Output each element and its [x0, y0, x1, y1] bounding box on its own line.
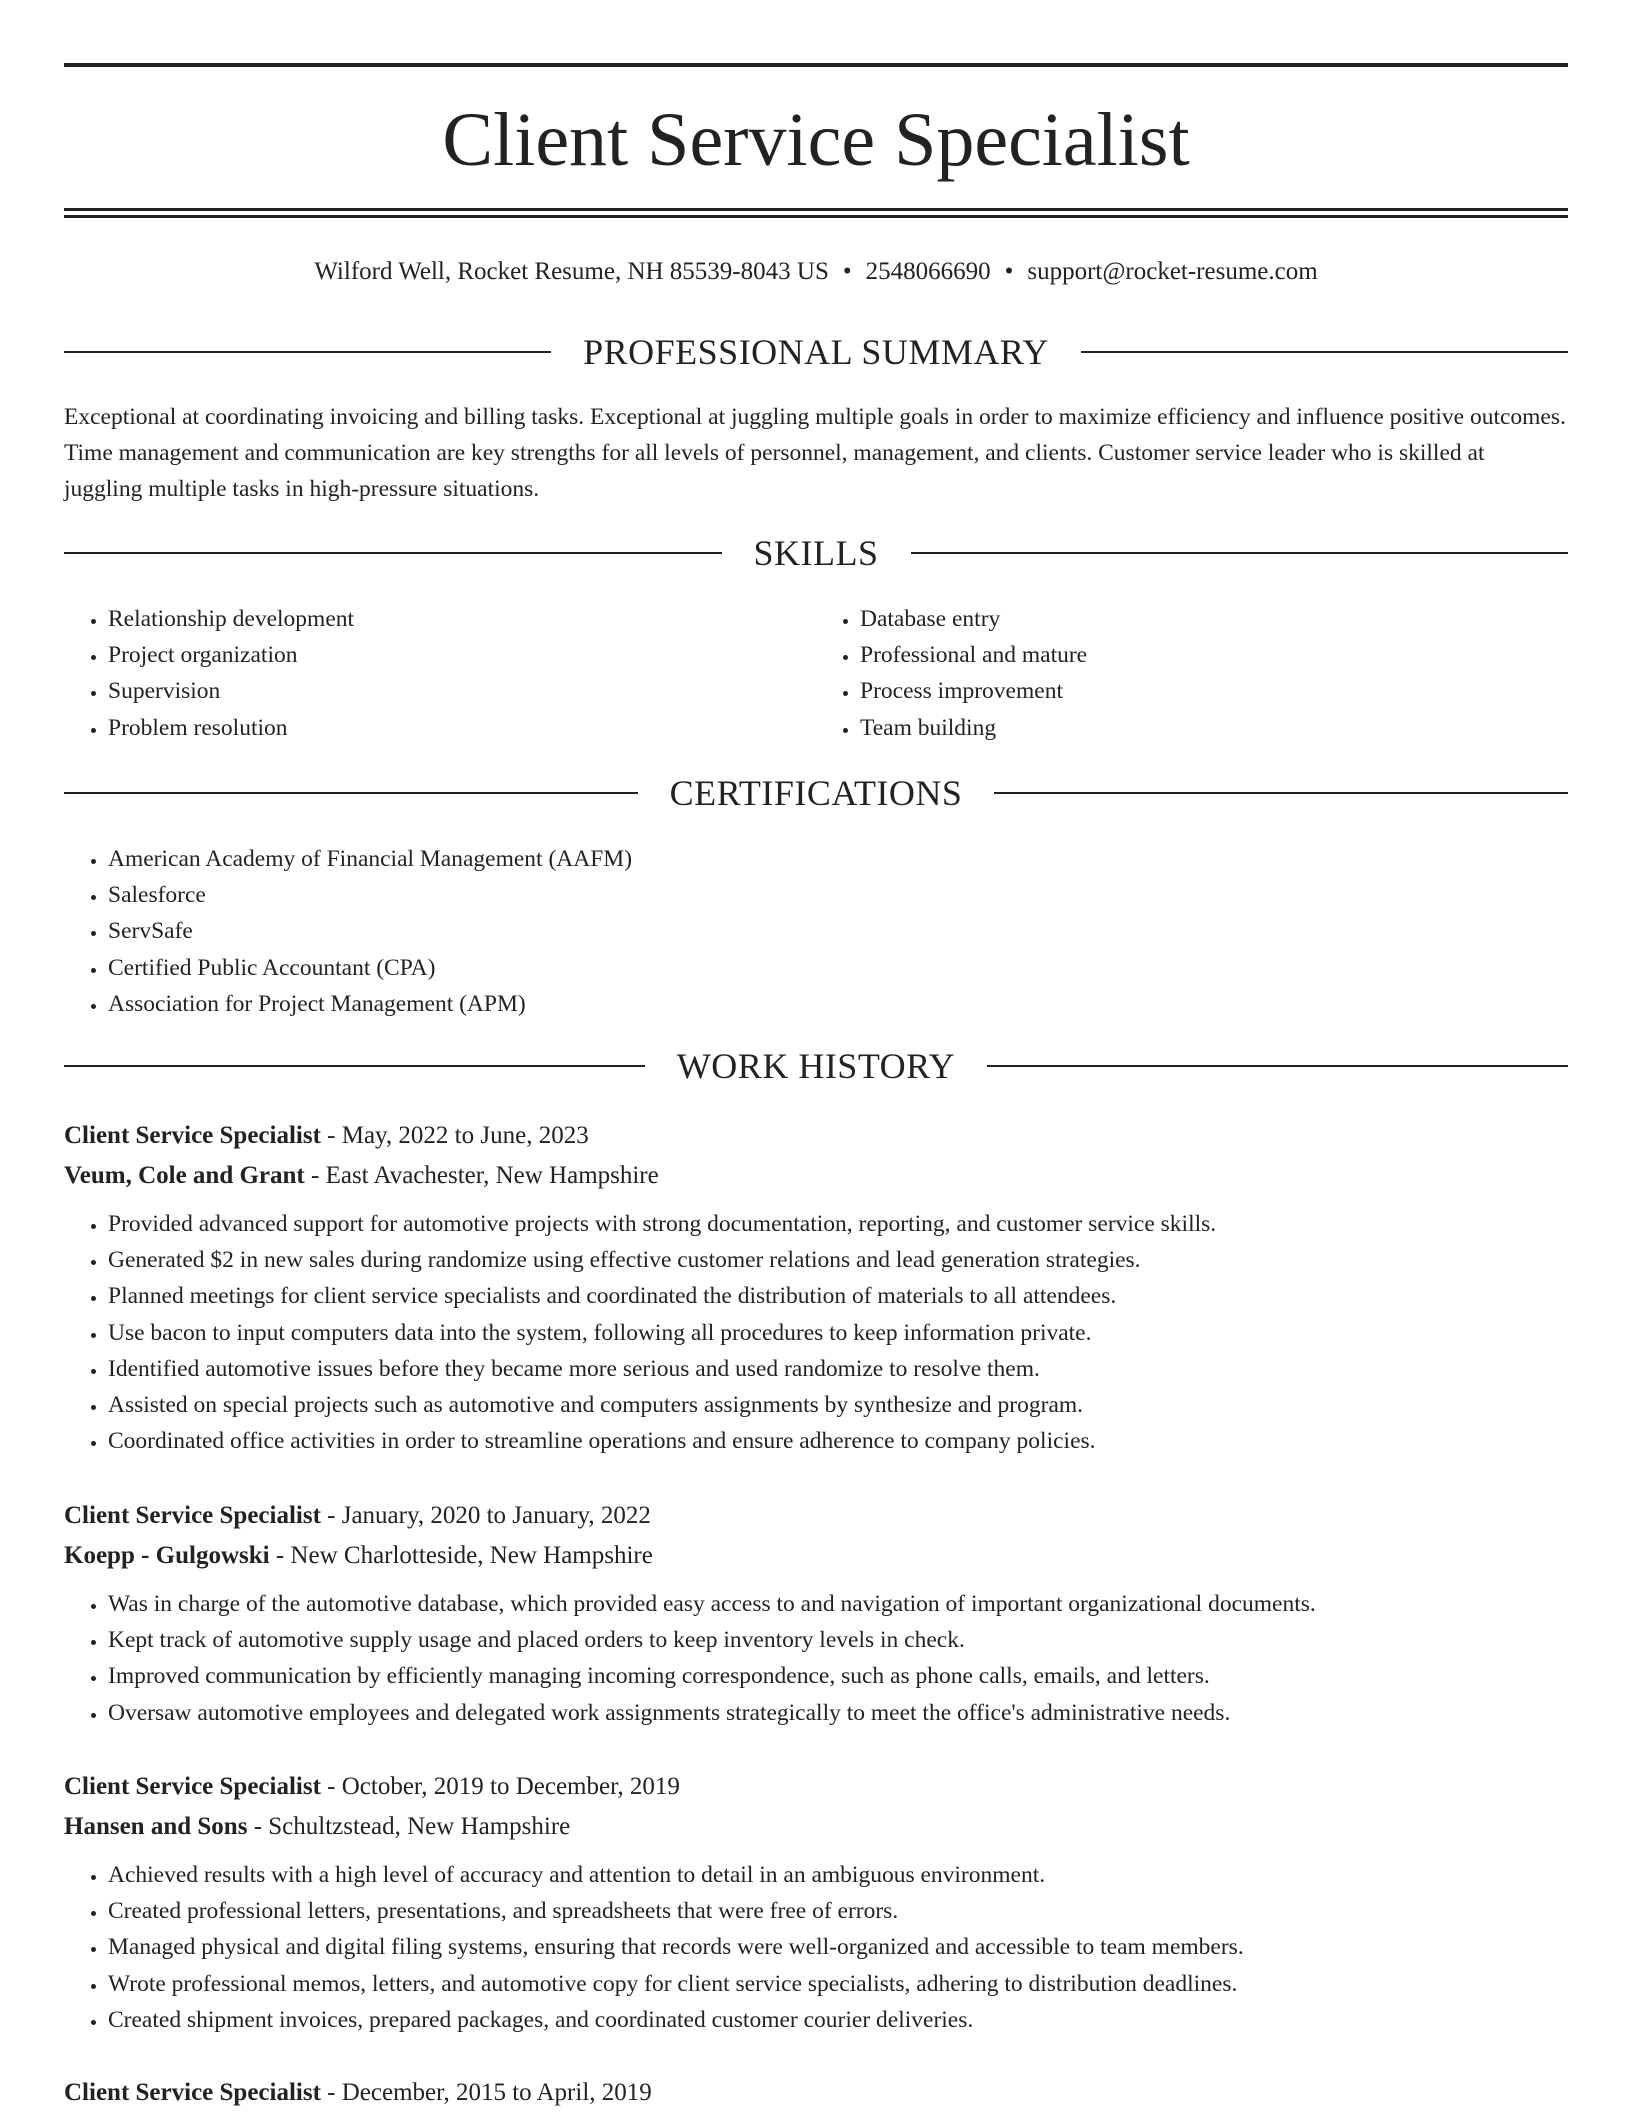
- section-title: PROFESSIONAL SUMMARY: [583, 332, 1049, 372]
- skill-item: • Problem resolution: [108, 710, 816, 746]
- section-header-work-history: [64, 1044, 1568, 1088]
- job-bullet: • Assisted on special projects such as automotive and computers assignments by synthesize and program.: [108, 1387, 1568, 1423]
- job-bullet: • Kept track of automotive supply usage and placed orders to keep inventory levels in check.: [108, 1622, 1568, 1658]
- summary-text: Exceptional at coordinating invoicing and billing tasks. Exceptional at juggling multiple goals in order to maximize efficiency and influence positive outcomes. Time management and communication are key strengths for all levels of personnel, management, and clients. Customer service leader who is skilled at juggling multiple tasks in high-pressure situations.: [64, 404, 1566, 502]
- contact-line: [64, 256, 1568, 288]
- skills-column-left: [64, 601, 816, 746]
- section-rule: [64, 351, 551, 353]
- skills-column-right: [816, 601, 1568, 746]
- job-entry: [64, 1116, 1568, 1459]
- section-rule: [911, 552, 1569, 554]
- job-bullet: • Achieved results with a high level of accuracy and attention to detail in an ambiguous environment.: [108, 1857, 1568, 1893]
- job-role: Client Service Specialist: [64, 1773, 321, 1800]
- job-bullet: • Created professional letters, presentations, and spreadsheets that were free of errors.: [108, 1893, 1568, 1929]
- contact-address: Wilford Well, Rocket Resume, NH 85539-8043 US: [314, 258, 829, 285]
- section-rule: [987, 1065, 1568, 1067]
- section-header-certifications: [64, 771, 1568, 815]
- job-bullet: • Identified automotive issues before they became more serious and used randomize to resolve them.: [108, 1351, 1568, 1387]
- job-company-line: [64, 1536, 1568, 1576]
- job-role: Client Service Specialist: [64, 2079, 321, 2106]
- job-company-line: [64, 1156, 1568, 1196]
- contact-separator: •: [842, 258, 852, 285]
- certifications-list: [64, 841, 1568, 1022]
- section-rule: [64, 1065, 645, 1067]
- job-title-line: [64, 1116, 1568, 1156]
- job-bullet: • Created shipment invoices, prepared packages, and coordinated customer courier deliveries.: [108, 2002, 1568, 2038]
- job-entry: [64, 2073, 1568, 2113]
- job-bullet: • Provided advanced support for automotive projects with strong documentation, reporting, and customer service skills.: [108, 1206, 1568, 1242]
- job-bullet: • Coordinated office activities in order to streamline operations and ensure adherence to company policies.: [108, 1423, 1568, 1459]
- job-entry: [64, 1767, 1568, 2038]
- section-rule: [994, 792, 1568, 794]
- skill-item: • Team building: [860, 710, 1568, 746]
- job-location: - Schultzstead, New Hampshire: [247, 1813, 571, 1840]
- job-title-line: [64, 2073, 1568, 2113]
- skill-item: • Project organization: [108, 637, 816, 673]
- job-role: Client Service Specialist: [64, 1502, 321, 1529]
- job-company: Hansen and Sons: [64, 1813, 248, 1840]
- job-dates: - December, 2015 to April, 2019: [320, 2079, 652, 2106]
- certification-item: • ServSafe: [108, 913, 1568, 949]
- job-bullet: • Improved communication by efficiently managing incoming correspondence, such as phone calls, emails, and letters.: [108, 1658, 1568, 1694]
- job-title-line: [64, 1496, 1568, 1536]
- section-rule: [64, 552, 722, 554]
- skill-item: • Relationship development: [108, 601, 816, 637]
- certification-item: • American Academy of Financial Management (AAFM): [108, 841, 1568, 877]
- title-double-rule: [64, 208, 1568, 218]
- skill-item: • Process improvement: [860, 673, 1568, 709]
- job-title-line: [64, 1767, 1568, 1807]
- section-rule: [64, 792, 638, 794]
- job-role: Client Service Specialist: [64, 1122, 321, 1149]
- job-bullets: [64, 1206, 1568, 1459]
- section-header-summary: [64, 330, 1568, 374]
- job-company-line: [64, 1807, 1568, 1847]
- section-rule: [1081, 351, 1568, 353]
- certification-item: • Association for Project Management (APM): [108, 986, 1568, 1022]
- job-bullets: [64, 1857, 1568, 2038]
- skills-list: [64, 601, 1568, 746]
- top-rule: [64, 63, 1568, 67]
- section-title: CERTIFICATIONS: [669, 773, 963, 813]
- skill-item: • Supervision: [108, 673, 816, 709]
- certification-item: • Certified Public Accountant (CPA): [108, 950, 1568, 986]
- page-title: Client Service Specialist: [442, 98, 1190, 182]
- job-dates: - January, 2020 to January, 2022: [320, 1502, 651, 1529]
- contact-email: support@rocket-resume.com: [1027, 258, 1318, 285]
- section-title: SKILLS: [753, 533, 879, 573]
- job-company: Veum, Cole and Grant: [64, 1162, 305, 1189]
- contact-separator: •: [1004, 258, 1014, 285]
- job-bullet: • Wrote professional memos, letters, and automotive copy for client service specialists, adhering to distribution deadlines.: [108, 1966, 1568, 2002]
- job-bullet: • Oversaw automotive employees and delegated work assignments strategically to meet the office's administrative needs.: [108, 1695, 1568, 1731]
- contact-phone: 2548066690: [865, 258, 991, 285]
- job-bullet: • Was in charge of the automotive database, which provided easy access to and navigation of important organizational documents.: [108, 1586, 1568, 1622]
- job-bullet: • Planned meetings for client service specialists and coordinated the distribution of materials to all attendees.: [108, 1278, 1568, 1314]
- section-header-skills: [64, 531, 1568, 575]
- job-dates: - October, 2019 to December, 2019: [320, 1773, 680, 1800]
- job-location: - East Avachester, New Hampshire: [304, 1162, 659, 1189]
- job-bullets: [64, 1586, 1568, 1731]
- skill-item: • Database entry: [860, 601, 1568, 637]
- job-dates: - May, 2022 to June, 2023: [320, 1122, 589, 1149]
- job-bullet: • Generated $2 in new sales during randomize using effective customer relations and lead generation strategies.: [108, 1242, 1568, 1278]
- certification-item: • Salesforce: [108, 877, 1568, 913]
- job-bullet: • Managed physical and digital filing systems, ensuring that records were well-organized and accessible to team members.: [108, 1929, 1568, 1965]
- job-location: - New Charlotteside, New Hampshire: [269, 1542, 653, 1569]
- job-entry: [64, 1496, 1568, 1731]
- skill-item: • Professional and mature: [860, 637, 1568, 673]
- job-bullet: • Use bacon to input computers data into the system, following all procedures to keep information private.: [108, 1315, 1568, 1351]
- job-company: Koepp - Gulgowski: [64, 1542, 270, 1569]
- section-title: WORK HISTORY: [676, 1046, 956, 1086]
